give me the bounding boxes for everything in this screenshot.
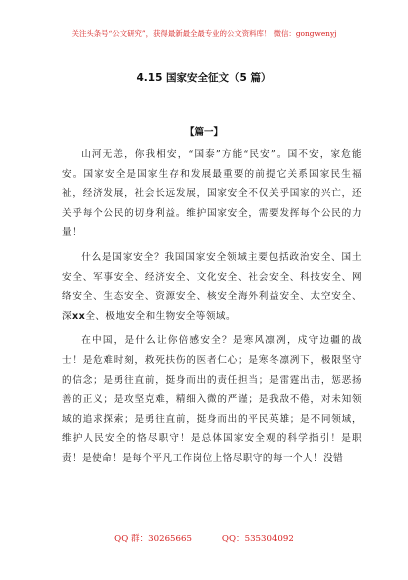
footer-contact — [0, 532, 408, 544]
paragraph-2 — [62, 248, 362, 326]
section-title: 【篇一】 — [184, 127, 223, 138]
paragraph-1: 山河无恙，你我相安，“国泰”方能“民安”。国不安，家危能安。国家安全是国家生存和发展最重要的前提它关系国家民生福祉，经济发展，社会长远发展，国家安全不仅关乎国家的兴亡，还关乎每个公民的切身利益。维护国家安全，需要发挥每个公民的力量！ — [62, 149, 362, 239]
paragraph-3: 在中国，是什么让你倍感安全？是寒风凛冽，戍守边疆的战士！是危难时刻，救死扶伤的医者仁心；是寒冬凛冽下，极限坚守的信念；是勇往直前，挺身而出的责任担当；是雷霆出击，惩恶扬善的正义；是攻坚克难，精细入微的严谨；是我敌不倦，对未知领域的追求探索；是勇往直前，挺身而出的平民英雄；是不同领域，维护人民安全的恪尽职守！是总体国家安全观的科学指引！是职责！是使命！是每个平凡工作岗位上恪尽职守的每一个人！没错 — [62, 335, 362, 464]
footer-qq: QQ：535304092 — [221, 534, 294, 544]
paragraph-2-tail: 全、极地安全和生物安全等领域。 — [85, 310, 236, 322]
paragraph-2-latin: xx — [72, 310, 86, 322]
document-body — [62, 145, 362, 469]
header-promo-note: 关注头条号“公文研究”，获得最新最全最专业的公文资料库！ 微信：gongwenyj — [71, 29, 337, 38]
footer-qq-group: QQ 群：30265665 — [114, 534, 192, 544]
paragraph-2-text: 什么是国家安全？我国国家安全领域主要包括政治安全、国土安全、军事安全、经济安全、文化安全、社会安全、科技安全、网络安全、生态安全、资源安全、核安全海外利益安全、太空安全、深 — [62, 251, 362, 322]
document-title: 4.15 国家安全征文（5 篇） — [136, 72, 272, 84]
